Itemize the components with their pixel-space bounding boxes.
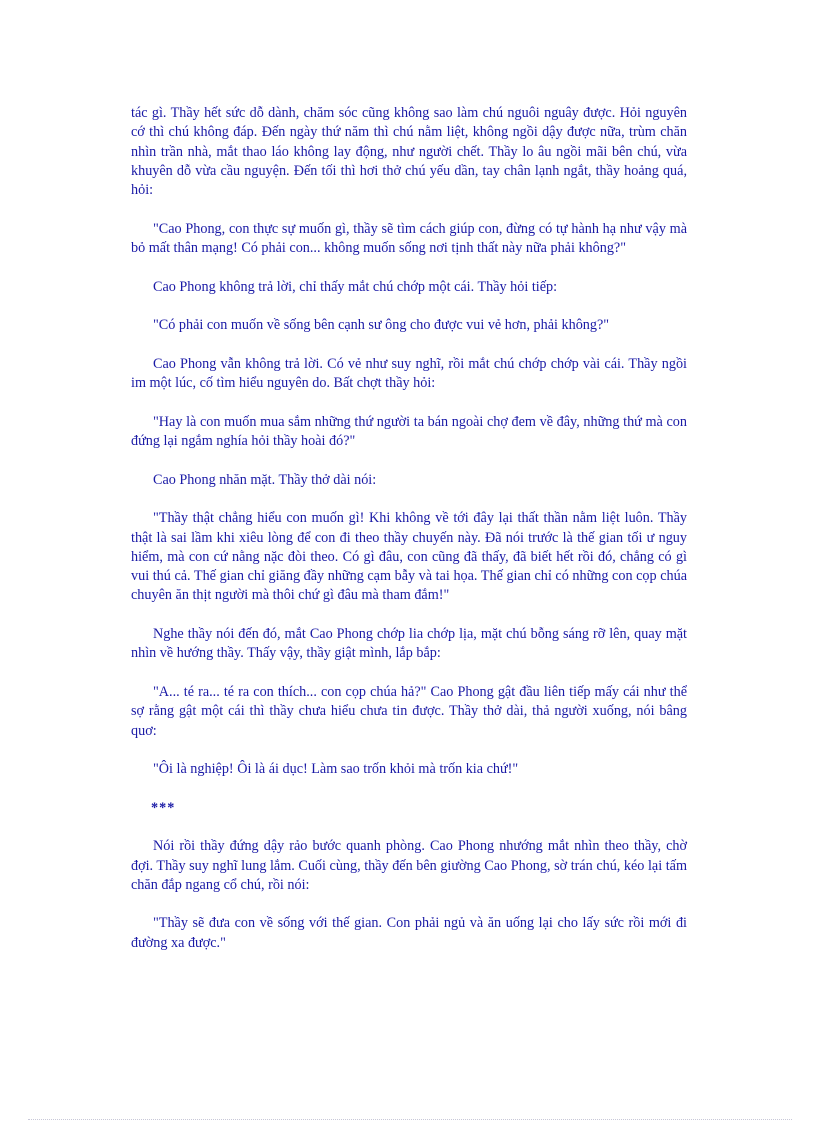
paragraph: Nghe thầy nói đến đó, mắt Cao Phong chớp lia chớp lịa, mặt chú bỗng sáng rỡ lên, quay mặt nhìn về hướng thầy. Thấy vậy, thầy giật mình, lắp bắp: <box>131 626 687 662</box>
paragraph: "Có phải con muốn về sống bên cạnh sư ông cho được vui vẻ hơn, phải không?" <box>153 317 610 334</box>
paragraph: Cao Phong vẫn không trả lời. Có vẻ như suy nghĩ, rồi mắt chú chớp chớp vài cái. Thầy ngồi im một lúc, cố tìm hiểu nguyên do. Bất chợt thầy hỏi: <box>131 355 687 392</box>
paragraph: "Hay là con muốn mua sắm những thứ người ta bán ngoài chợ đem về đây, những thứ mà con đứng lại ngắm nghía hỏi thầy hoài đó?" <box>131 413 687 450</box>
body-text <box>131 104 687 972</box>
paragraph: "Ôi là nghiệp! Ôi là ái dục! Làm sao trốn khỏi mà trốn kia chứ!" <box>153 761 519 778</box>
paragraph: Cao Phong không trả lời, chỉ thấy mắt chú chớp một cái. Thầy hỏi tiếp: <box>153 278 558 295</box>
paragraph: "Thầy sẽ đưa con về sống với thế gian. Con phải ngủ và ăn uống lại cho lấy sức rồi mới đi đường xa được." <box>131 915 687 951</box>
paragraph: tác gì. Thầy hết sức dỗ dành, chăm sóc cũng không sao làm chú nguôi nguây được. Hỏi nguyên cớ thì chú không đáp. Đến ngày thứ năm thì chú nằm liệt, không ngồi dậy được nữa, trùm chăn nhìn trần nhà, mắt thao láo không lay động, như người chết. Thầy lo âu ngồi mãi bên chú, vừa khuyên dỗ vừa cầu nguyện. Đến tối thì hơi thở chú yếu dần, tay chân lạnh ngắt, thầy hoảng quá, hỏi: <box>131 105 687 199</box>
paragraph: "Cao Phong, con thực sự muốn gì, thầy sẽ tìm cách giúp con, đừng có tự hành hạ như vậy mà bỏ mất thân mạng! Có phải con... không muốn sống nơi tịnh thất này nữa phải không?" <box>131 220 687 257</box>
paragraph: "Thầy thật chẳng hiểu con muốn gì! Khi không về tới đây lại thất thần nằm liệt luôn. Thầy thật là sai lầm khi xiêu lòng để con đi theo thầy chuyến này. Đã nói trước là thế gian tối ư nguy hiểm, mà con cứ nằng nặc đòi theo. Có gì đâu, con cũng đã thấy, đã biết hết rồi đó, chẳng có gì vui thú cả. Thế gian chỉ giăng đầy những cạm bẫy và tai họa. Thế gian chỉ có những con cọp chúa chuyên ăn thịt người mà thôi chứ gì đâu mà tham đắm!" <box>131 510 687 604</box>
paragraph: Nói rồi thầy đứng dậy rảo bước quanh phòng. Cao Phong nhướng mắt nhìn theo thầy, chờ đợi. Thầy suy nghĩ lung lắm. Cuối cùng, thầy đến bên giường Cao Phong, sờ trán chú, kéo lại tấm chăn đắp ngang cổ chú, rồi nói: <box>131 838 687 893</box>
paragraph: Cao Phong nhăn mặt. Thầy thở dài nói: <box>153 471 377 488</box>
section-separator: *** <box>151 799 176 816</box>
paragraph: "A... té ra... té ra con thích... con cọp chúa hả?" Cao Phong gật đầu liên tiếp mấy cái như thể sợ rằng gật một cái thì thầy chưa hiểu chưa tin được. Thầy thở dài, thả người xuống, nói bâng quơ: <box>131 683 687 739</box>
page-bottom-divider <box>28 1119 792 1120</box>
